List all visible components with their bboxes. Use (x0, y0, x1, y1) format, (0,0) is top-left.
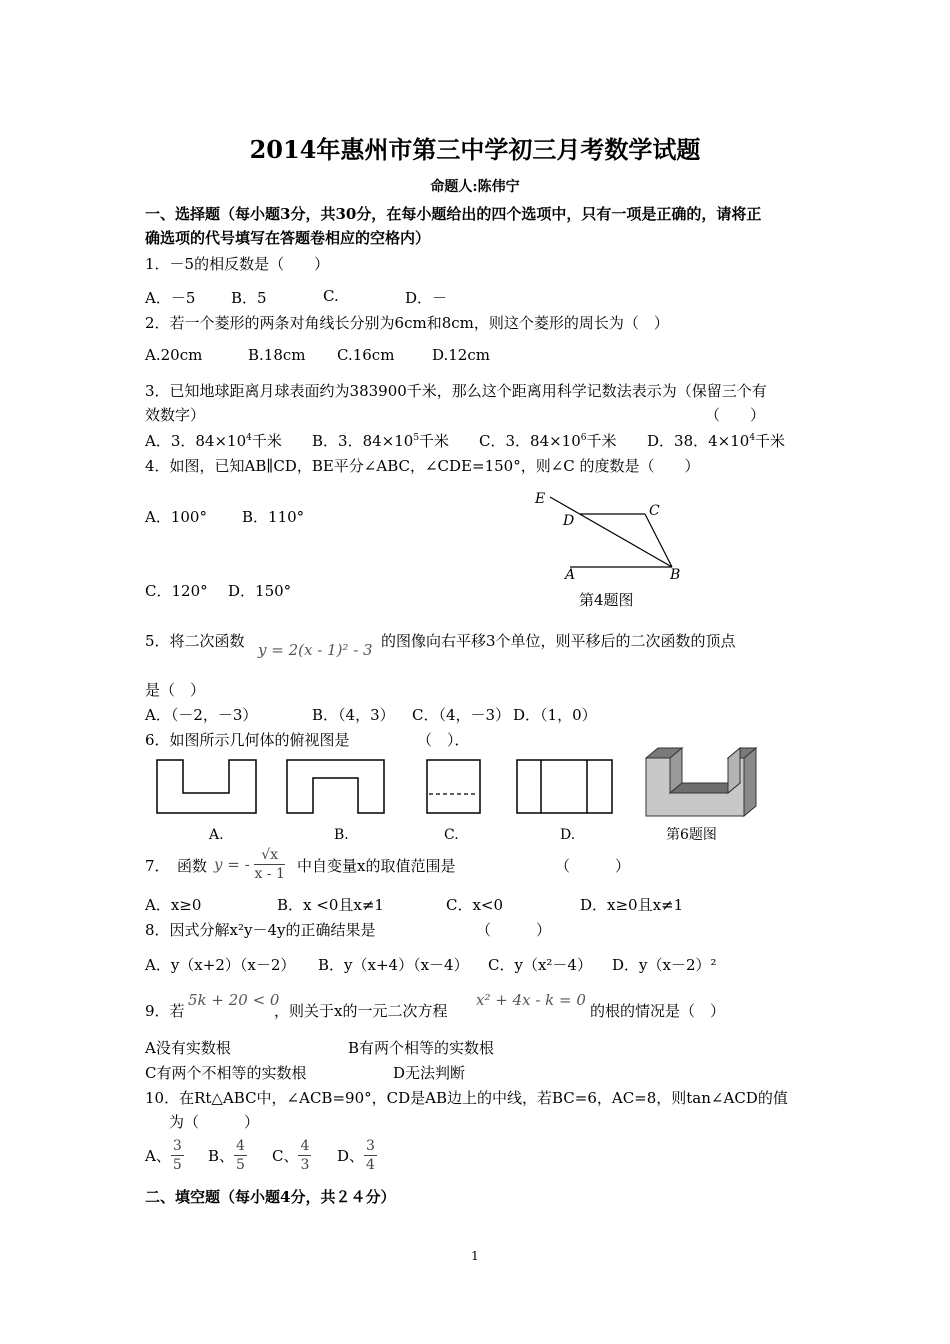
q3-option-d: D．38．$4\times 10^4$千米 (647, 432, 786, 450)
q7-formula-numerator: √x (254, 846, 284, 865)
q4-option-b: B．110° (242, 508, 305, 526)
q10-stem-line2: 为（ ） (169, 1113, 260, 1131)
q9-condition: 5k + 20 < 0 (188, 991, 280, 1009)
q5-stem-post: 的图像向右平移3个单位，则平移后的二次函数的顶点 (381, 632, 736, 650)
section1-heading-line1: 一、选择题（每小题3分，共30分，在每小题给出的四个选项中，只有一项是正确的，请将正 (145, 205, 762, 223)
q7-answer-paren: （ ） (555, 857, 631, 875)
q4-label-d: D (563, 513, 575, 529)
q3-option-a: A．3．$84\times 10^4$千米 (145, 432, 282, 450)
q1-stem: 1．－5的相反数是（ ） (145, 255, 330, 273)
q6-solid-figure (644, 746, 758, 820)
q3-stem-line2: 效数字） (145, 406, 206, 424)
q10-option-c: C、 $\frac{4}{3}$ (272, 1138, 310, 1173)
q7-option-a: A．x≥0 (145, 896, 202, 914)
q2-stem: 2．若一个菱形的两条对角线长分别为6cm和8cm，则这个菱形的周长为（ ） (145, 314, 669, 332)
q4-label-c: C (649, 503, 660, 519)
q6-label-b: B. (334, 827, 349, 843)
q4-label-e: E (535, 491, 546, 507)
page-number: 1 (471, 1249, 479, 1263)
q6-view-b (286, 759, 386, 815)
q5-formula: y = 2(x - 1)² - 3 (258, 641, 373, 659)
q7-stem-pre: 7． 函数 (145, 857, 208, 875)
q7-stem-post: 中自变量x的取值范围是 (297, 857, 456, 875)
q7-formula-fraction (254, 846, 284, 883)
q2-option-d: D.12cm (432, 346, 490, 364)
q8-option-a: A．y（x+2）（x－2） (145, 956, 296, 974)
q6-label-a: A. (209, 827, 224, 843)
q1-option-c: C. (323, 287, 339, 305)
q9-equation: x² + 4x - k = 0 (476, 991, 586, 1009)
q5-option-d: D．（1，0） (513, 706, 597, 724)
q4-option-c: C．120° (145, 582, 208, 600)
q6-view-c (426, 759, 482, 815)
q10-option-d: D、 $\frac{3}{4}$ (337, 1138, 375, 1173)
q9-stem-mid: ，则关于x的一元二次方程 (274, 1002, 448, 1020)
q10-option-b: B、 $\frac{4}{5}$ (208, 1138, 245, 1173)
section2-heading: 二、填空题（每小题4分，共２４分） (145, 1188, 396, 1206)
q2-option-a: A.20cm (145, 346, 203, 364)
q6-caption: 第6题图 (666, 827, 717, 843)
q9-option-a: A没有实数根 (145, 1039, 231, 1057)
q4-option-a: A．100° (145, 508, 207, 526)
q10-stem-line1: 10．在Rt△ABC中，∠ACB=90°，CD是AB边上的中线，若BC=6，AC=8，则tan∠ACD的值 (145, 1089, 788, 1107)
q8-answer-paren: （ ） (476, 921, 552, 939)
q8-option-b: B．y（x+4）（x－4） (318, 956, 469, 974)
q7-option-b: B．x <0且x≠1 (277, 896, 384, 914)
q4-label-a: A (565, 567, 576, 583)
q7-formula-lhs: y = - (214, 855, 250, 874)
q8-option-d: D．y（x－2）² (612, 956, 717, 974)
q9-option-d: D无法判断 (393, 1064, 466, 1082)
q9-stem-pre: 9．若 (145, 1002, 185, 1020)
q5-stem-line2: 是（ ） (145, 681, 206, 699)
q1-option-b: B．5 (231, 289, 267, 307)
q5-stem-pre: 5．将二次函数 (145, 632, 245, 650)
author-line: 命题人:陈伟宁 (430, 179, 520, 195)
q8-option-c: C．y（x²－4） (488, 956, 592, 974)
q4-label-b: B (670, 567, 681, 583)
q7-formula (214, 846, 285, 883)
q2-option-c: C.16cm (337, 346, 395, 364)
q1-option-a: A．－5 (145, 289, 196, 307)
q7-option-d: D．x≥0且x≠1 (580, 896, 684, 914)
q3-option-b: B．3．$84\times 10^5$千米 (312, 432, 450, 450)
q5-option-a: A．（－2，－3） (145, 706, 258, 724)
q3-stem-line1: 3．已知地球距离月球表面约为383900千米，那么这个距离用科学记数法表示为（保留三个有 (145, 382, 767, 400)
q4-option-d: D．150° (228, 582, 292, 600)
q6-label-c: C. (444, 827, 459, 843)
page-title: 2014年惠州市第三中学初三月考数学试题 (249, 135, 701, 164)
q1-option-d: D．－ (405, 289, 448, 307)
q7-formula-denominator: x - 1 (254, 866, 285, 882)
q9-stem-post: 的根的情况是（ ） (590, 1002, 726, 1020)
q5-option-b: B．（4，3） (312, 706, 395, 724)
q4-caption: 第4题图 (579, 591, 634, 609)
q5-option-c: C．（4，－3） (412, 706, 511, 724)
q3-answer-paren: （ ） (705, 406, 766, 424)
q4-figure (525, 485, 695, 585)
q3-option-c: C．3．$84\times 10^6$千米 (479, 432, 617, 450)
q9-option-b: B有两个相等的实数根 (348, 1039, 495, 1057)
q6-view-a (156, 759, 258, 815)
q4-stem: 4．如图，已知AB∥CD，BE平分∠ABC，∠CDE=150°，则∠C 的度数是（ ） (145, 457, 700, 475)
q6-view-d (516, 759, 614, 815)
q7-option-c: C．x<0 (446, 896, 504, 914)
q6-stem: 6．如图所示几何体的俯视图是 （ ）． (145, 731, 470, 749)
section1-heading-line2: 确选项的代号填写在答题卷相应的空格内） (145, 229, 431, 247)
q9-option-c: C有两个不相等的实数根 (145, 1064, 307, 1082)
q8-stem: 8．因式分解x²y－4y的正确结果是 (145, 921, 376, 939)
q6-label-d: D. (560, 827, 576, 843)
q10-option-a: A、 $\frac{3}{5}$ (145, 1138, 182, 1173)
q2-option-b: B.18cm (248, 346, 306, 364)
